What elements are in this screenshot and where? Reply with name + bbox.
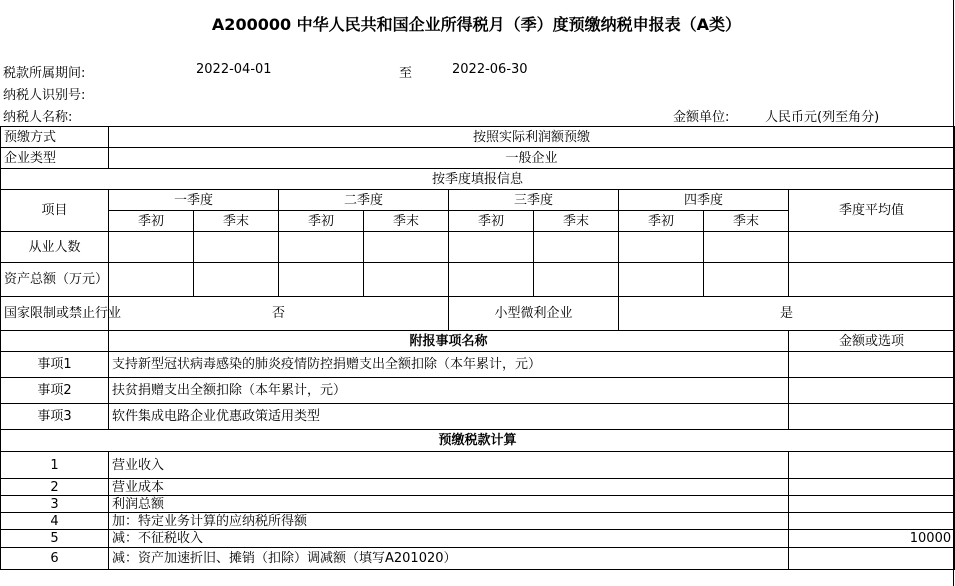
form-table [0, 126, 955, 570]
attached-item-value[interactable] [789, 352, 955, 378]
calc-row [1, 548, 955, 570]
assets-q4-start[interactable] [619, 263, 704, 297]
q3-start-header: 季初 [449, 211, 534, 232]
small-label: 小型微利企业 [449, 297, 619, 331]
attached-item-label: 事项2 [1, 378, 109, 404]
employees-q3-end[interactable] [534, 232, 619, 263]
attached-item-desc: 扶贫捐赠支出全额扣除（本年累计，元） [109, 378, 789, 404]
assets-q2-start[interactable] [279, 263, 364, 297]
calc-row-no: 6 [1, 548, 109, 570]
calc-row-desc: 加：特定业务计算的应纳税所得额 [109, 513, 789, 530]
employees-label: 从业人数 [1, 232, 109, 263]
calc-row-value[interactable] [789, 548, 955, 570]
assets-label: 资产总额（万元） [1, 263, 109, 297]
period-to: 至 [399, 66, 413, 81]
calc-row-no: 2 [1, 479, 109, 496]
assets-q4-end[interactable] [704, 263, 789, 297]
employees-q3-start[interactable] [449, 232, 534, 263]
quarter-header-row [1, 190, 955, 211]
attached-header-row [1, 331, 955, 352]
attached-item-label: 事项3 [1, 404, 109, 430]
attached-row [1, 378, 955, 404]
quarterly-section-row [1, 169, 955, 190]
employees-q4-start[interactable] [619, 232, 704, 263]
attached-item-value[interactable] [789, 378, 955, 404]
calc-row-no: 1 [1, 452, 109, 479]
attached-item-value[interactable] [789, 404, 955, 430]
q2-end-header: 季末 [364, 211, 449, 232]
assets-q3-start[interactable] [449, 263, 534, 297]
q1-header: 一季度 [109, 190, 279, 211]
employees-q4-end[interactable] [704, 232, 789, 263]
q4-start-header: 季初 [619, 211, 704, 232]
assets-q1-start[interactable] [109, 263, 194, 297]
calc-row-desc: 营业收入 [109, 452, 789, 479]
calc-row-value[interactable] [789, 479, 955, 496]
period-label: 税款所属期间: [3, 66, 86, 81]
attached-row [1, 404, 955, 430]
calc-row [1, 452, 955, 479]
company-value[interactable]: 一般企业 [109, 148, 955, 169]
period-end[interactable]: 2022-06-30 [452, 62, 528, 77]
calc-row-desc: 营业成本 [109, 479, 789, 496]
prepay-label: 预缴方式 [1, 127, 109, 148]
calc-row-no: 4 [1, 513, 109, 530]
employees-q1-end[interactable] [194, 232, 279, 263]
assets-row [1, 263, 955, 297]
q1-end-header: 季末 [194, 211, 279, 232]
calc-row-value[interactable]: 10000 [789, 530, 955, 548]
calc-row-desc: 利润总额 [109, 496, 789, 513]
calc-row [1, 513, 955, 530]
sheet-right-border [953, 0, 954, 586]
q3-end-header: 季末 [534, 211, 619, 232]
company-label: 企业类型 [1, 148, 109, 169]
calc-title: 预缴税款计算 [1, 430, 955, 452]
q1-start-header: 季初 [109, 211, 194, 232]
item-header: 项目 [1, 190, 109, 232]
calc-row [1, 479, 955, 496]
q4-header: 四季度 [619, 190, 789, 211]
attached-item-desc: 支持新型冠状病毒感染的肺炎疫情防控捐赠支出全额扣除（本年累计，元） [109, 352, 789, 378]
calc-row-desc: 减：资产加速折旧、摊销（扣除）调减额（填写A201020） [109, 548, 789, 570]
avg-header: 季度平均值 [789, 190, 955, 232]
q4-end-header: 季末 [704, 211, 789, 232]
period-start[interactable]: 2022-04-01 [196, 62, 272, 77]
assets-q3-end[interactable] [534, 263, 619, 297]
taxpayer-name-label: 纳税人名称: [3, 110, 73, 125]
calc-row-desc: 减：不征税收入 [109, 530, 789, 548]
quarterly-section-title: 按季度填报信息 [1, 169, 955, 190]
taxpayer-id-label: 纳税人识别号: [3, 88, 86, 103]
form-title: A200000 中华人民共和国企业所得税月（季）度预缴纳税申报表（A类） [0, 0, 954, 52]
restricted-value[interactable]: 否 [109, 297, 449, 331]
q2-header: 二季度 [279, 190, 449, 211]
restricted-label: 国家限制或禁止行业 [1, 297, 109, 331]
attached-amount-header: 金额或选项 [789, 331, 955, 352]
employees-avg[interactable] [789, 232, 955, 263]
assets-q2-end[interactable] [364, 263, 449, 297]
unit-value: 人民币元(列至角分) [765, 110, 880, 125]
calc-row-value[interactable] [789, 452, 955, 479]
assets-q1-end[interactable] [194, 263, 279, 297]
employees-q2-start[interactable] [279, 232, 364, 263]
q2-start-header: 季初 [279, 211, 364, 232]
restricted-row [1, 297, 955, 331]
attached-row [1, 352, 955, 378]
calc-row-no: 5 [1, 530, 109, 548]
calc-row [1, 496, 955, 513]
assets-avg[interactable] [789, 263, 955, 297]
unit-label: 金额单位: [673, 110, 730, 125]
attached-item-label: 事项1 [1, 352, 109, 378]
calc-row-value[interactable] [789, 513, 955, 530]
attached-title: 附报事项名称 [109, 331, 789, 352]
prepay-row [1, 127, 955, 148]
employees-q1-start[interactable] [109, 232, 194, 263]
prepay-value[interactable]: 按照实际利润额预缴 [109, 127, 955, 148]
attached-item-desc: 软件集成电路企业优惠政策适用类型 [109, 404, 789, 430]
attached-blank [1, 331, 109, 352]
employees-q2-end[interactable] [364, 232, 449, 263]
small-value[interactable]: 是 [619, 297, 955, 331]
calc-row-no: 3 [1, 496, 109, 513]
employees-row [1, 232, 955, 263]
calc-header-row [1, 430, 955, 452]
calc-row [1, 530, 955, 548]
q3-header: 三季度 [449, 190, 619, 211]
company-row [1, 148, 955, 169]
calc-row-value[interactable] [789, 496, 955, 513]
